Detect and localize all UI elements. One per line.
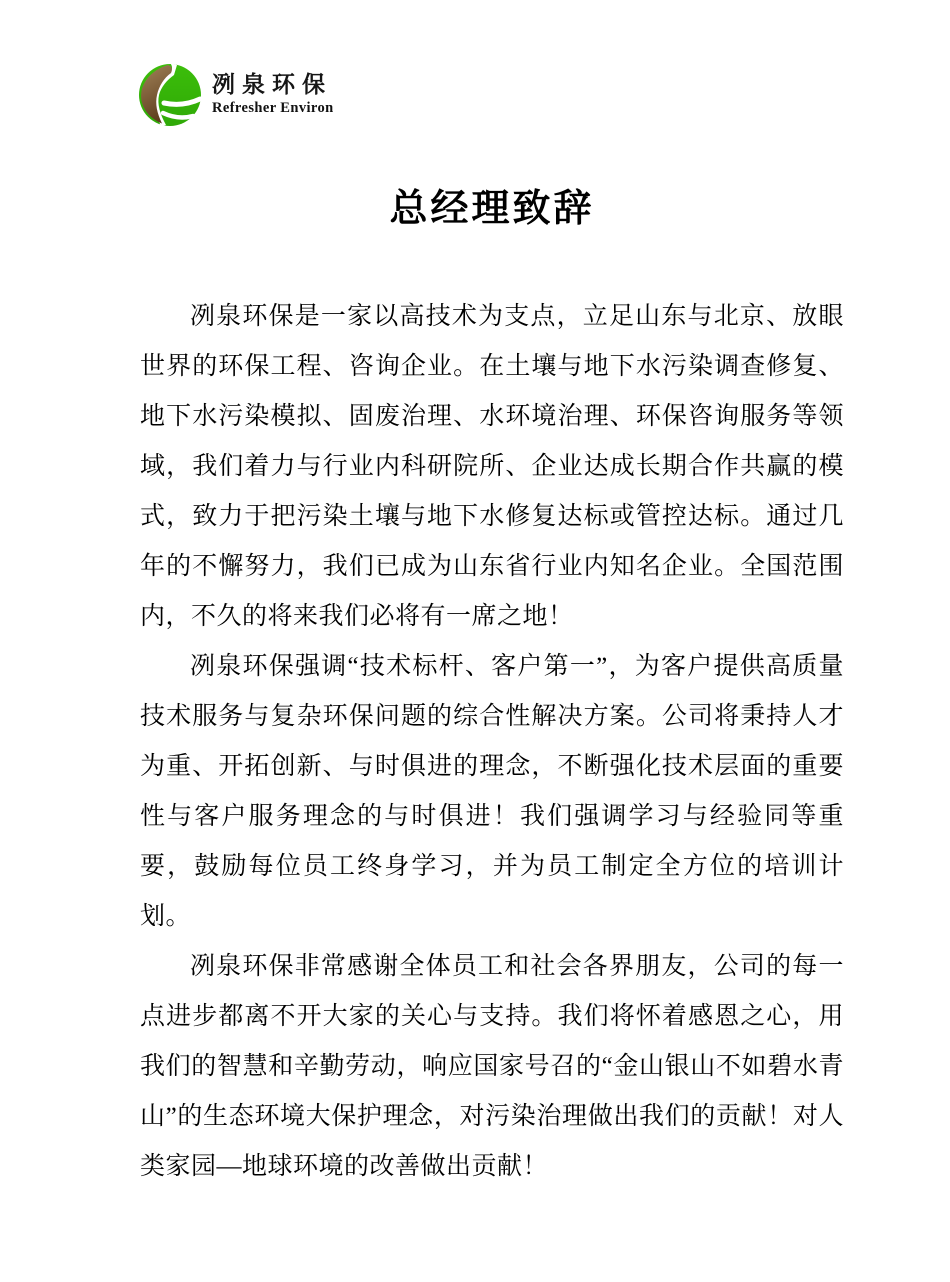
paragraph-thanks: 冽泉环保非常感谢全体员工和社会各界朋友，公司的每一点进步都离不开大家的关心与支持。我们将怀着感恩之心，用我们的智慧和辛勤劳动，响应国家号召的“金山银山不如碧水青山”的生态环境大保护理念，对污染治理做出我们的贡献！对人类家园—地球环境的改善做出贡献！ [140,952,844,1180]
page-title: 总经理致辞 [389,188,595,230]
company-logo-text [212,62,334,118]
paragraph-company-intro: 冽泉环保是一家以高技术为支点，立足山东与北京、放眼世界的环保工程、咨询企业。在土壤与地下水污染调查修复、地下水污染模拟、固废治理、水环境治理、环保咨询服务等领域，我们着力与行业内科研院所、企业达成长期合作共赢的模式，致力于把污染土壤与地下水修复达标或管控达标。通过几年的不懈努力，我们已成为山东省行业内知名企业。全国范围内，不久的将来我们必将有一席之地！ [140,302,844,630]
company-name-chinese: 冽泉环保 [212,71,332,97]
document-body [140,292,844,1192]
company-name-english: Refresher Environ [212,99,334,116]
company-logo [137,62,844,130]
company-logo-swirl-icon [137,62,203,128]
paragraph-values: 冽泉环保强调“技术标杆、客户第一”，为客户提供高质量技术服务与复杂环保问题的综合性解决方案。公司将秉持人才为重、开拓创新、与时俱进的理念，不断强化技术层面的重要性与客户服务理念的与时俱进！我们强调学习与经验同等重要，鼓励每位员工终身学习，并为员工制定全方位的培训计划。 [140,652,844,930]
